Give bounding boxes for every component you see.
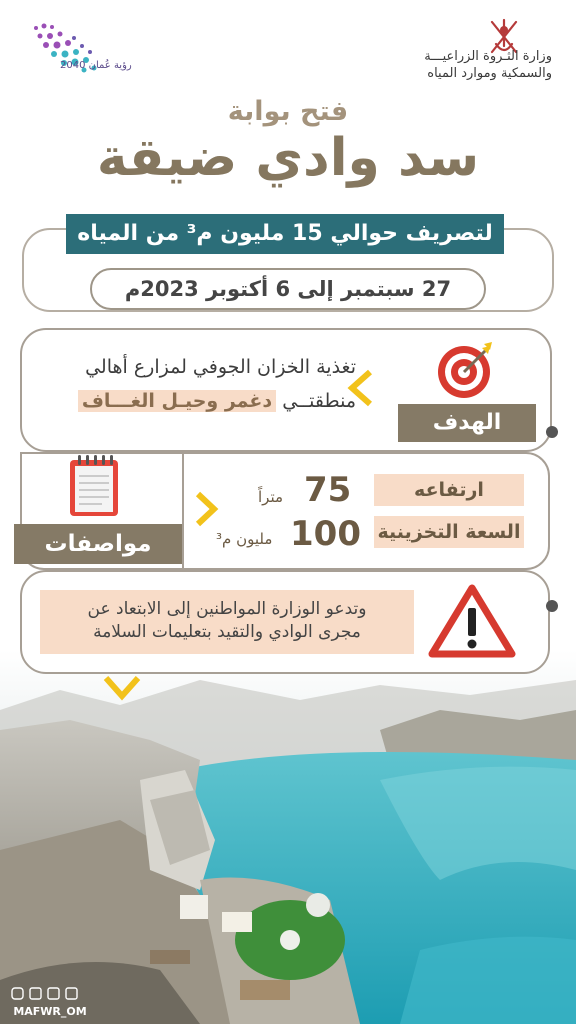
goal-text-line-1: تغذية الخزان الجوفي لمزارع أهالي — [85, 356, 356, 378]
social-handle — [4, 986, 96, 1020]
specs-label: مواصفات — [14, 524, 182, 564]
warning-icon — [428, 584, 516, 658]
height-value: 75 — [304, 470, 352, 510]
bullet-dot — [546, 600, 558, 612]
ministry-line-2: والسمكية وموارد المياه — [427, 66, 552, 81]
discharge-banner — [66, 214, 504, 254]
dam-photo — [0, 650, 576, 1024]
vision-logo-text: رؤية عُمان 2040 — [60, 60, 132, 71]
chevron-down-icon — [102, 674, 142, 702]
ministry-line-1: وزارة الثـروة الزراعيـــة — [424, 49, 552, 64]
date-range: 27 سبتمبر إلى 6 أكتوبر 2023م — [90, 268, 486, 310]
social-handle-text: MAFWR_OM — [13, 1005, 87, 1018]
goal-text-plain: منطقتــي — [282, 390, 356, 412]
specs-divider — [182, 452, 184, 570]
banner-amount: 15 — [292, 221, 323, 246]
target-icon — [434, 338, 498, 402]
goal-label: الهدف — [398, 404, 536, 442]
banner-prefix: لتصريف حوالي — [322, 221, 493, 246]
chevron-left-icon — [346, 368, 376, 408]
open-gate-title: فتح بوابة — [227, 96, 349, 127]
oman-vision-logo — [24, 18, 134, 88]
bullet-dot — [546, 426, 558, 438]
warning-text — [40, 590, 414, 654]
height-unit: متراً — [258, 488, 284, 506]
capacity-unit: مليون م³ — [216, 530, 273, 548]
banner-suffix: مليون م³ من المياه — [77, 221, 293, 246]
capacity-label: السعة التخزينية — [374, 516, 524, 548]
notebook-icon — [66, 452, 122, 518]
ministry-name — [352, 48, 552, 82]
goal-text-line-2 — [78, 390, 356, 412]
chevron-right-icon — [192, 490, 220, 528]
dam-name-title: سد وادي ضيقة — [96, 128, 480, 188]
warning-line-1: وتدعو الوزارة المواطنين إلى الابتعاد عن — [87, 599, 367, 619]
capacity-value: 100 — [290, 514, 361, 554]
height-label: ارتفاعه — [374, 474, 524, 506]
warning-line-2: مجرى الوادي والتقيد بتعليمات السلامة — [93, 622, 361, 642]
goal-text-highlight: دغمر وحيـل الغـــاف — [78, 390, 276, 412]
